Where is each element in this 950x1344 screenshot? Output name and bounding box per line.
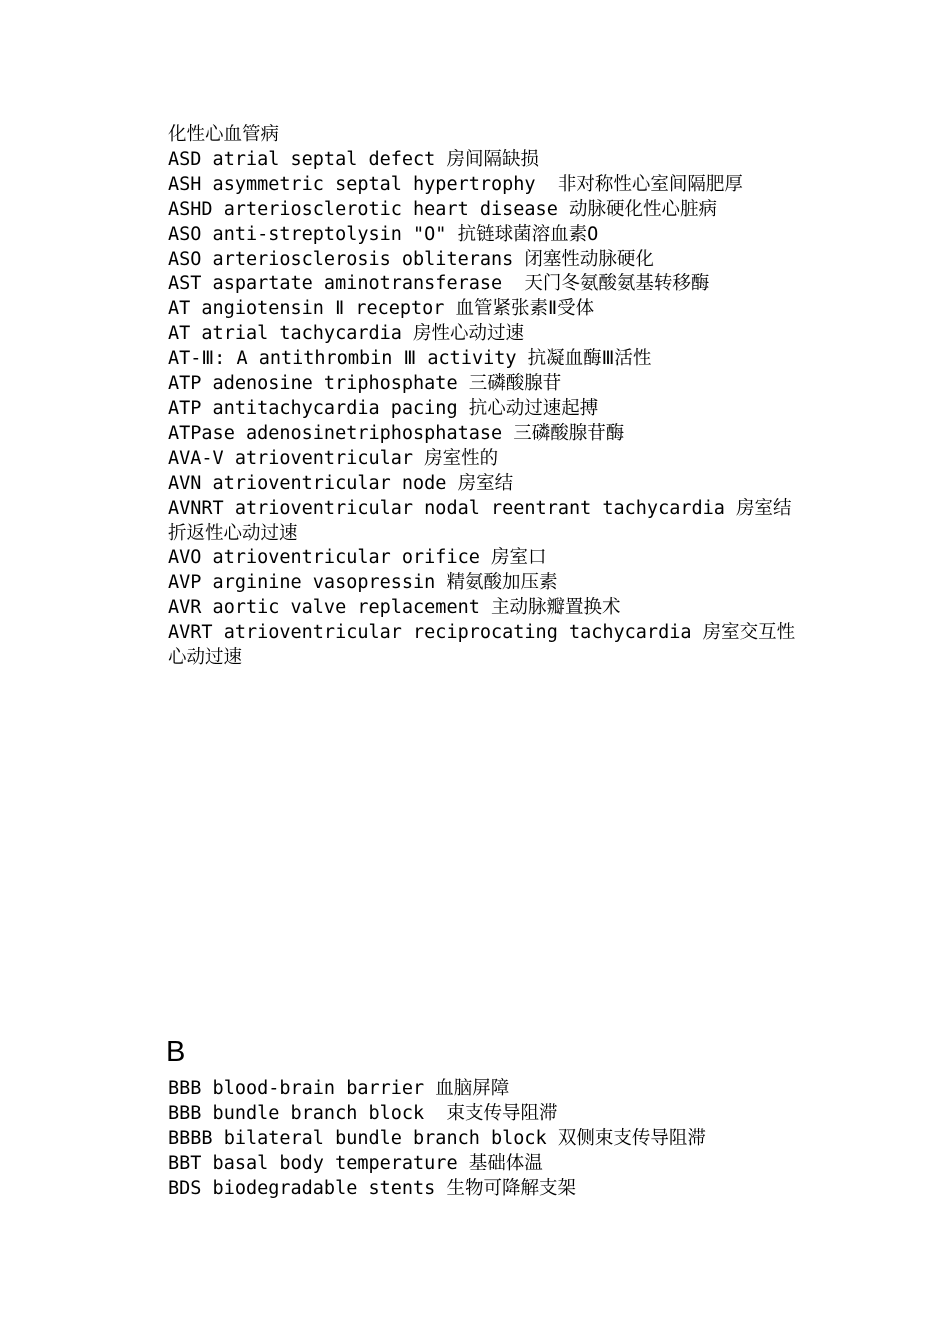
glossary-entry: ASH asymmetric septal hypertrophy 非对称性心室间隔肥厚 [168,173,743,195]
glossary-entry: ASO arteriosclerosis obliterans 闭塞性动脉硬化 [168,248,654,270]
glossary-entry: BBB blood-brain barrier 血脑屏障 [168,1078,510,1099]
glossary-entry: 化性心血管病 [168,124,280,145]
glossary-entry: AT angiotensin Ⅱ receptor 血管紧张素Ⅱ受体 [168,298,595,320]
glossary-entry: AT atrial tachycardia 房性心动过速 [168,323,525,345]
glossary-entry: AVRT atrioventricular reciprocating tachycardia 房室交互性心动过速 [168,622,796,669]
glossary-entry: AVP arginine vasopressin 精氨酸加压素 [168,572,558,594]
glossary-entry: ATPase adenosinetriphosphatase 三磷酸腺苷酶 [168,422,625,444]
glossary-entry: AT-Ⅲ: A antithrombin Ⅲ activity 抗凝血酶Ⅲ活性 [168,348,652,370]
glossary-entry: AVR aortic valve replacement 主动脉瓣置换术 [168,597,621,619]
glossary-entry: AST aspartate aminotransferase 天门冬氨酸氨基转移酶 [168,273,710,295]
glossary-entry: ASD atrial septal defect 房间隔缺损 [168,148,539,170]
glossary-entry: BBBB bilateral bundle branch block 双侧束支传导阻滞 [168,1127,706,1149]
glossary-entry: AVA-V atrioventricular 房室性的 [168,447,499,469]
glossary-entry: AVN atrioventricular node 房室结 [168,472,514,494]
glossary-entry: AVO atrioventricular orifice 房室口 [168,547,547,569]
glossary-entry: ATP antitachycardia pacing 抗心动过速起搏 [168,397,599,419]
glossary-entry: AVNRT atrioventricular nodal reentrant tachycardia 房室结折返性心动过速 [168,497,792,544]
glossary-section-a [168,123,828,671]
glossary-entry: ASO anti-streptolysin "O" 抗链球菌溶血素O [168,223,599,245]
glossary-entry: BBB bundle branch block 束支传导阻滞 [168,1102,558,1124]
section-heading-b: B [166,1036,186,1068]
glossary-entry: ASHD arteriosclerotic heart disease 动脉硬化性心脏病 [168,198,717,220]
glossary-entry: BDS biodegradable stents 生物可降解支架 [168,1177,576,1199]
glossary-section-b [168,1077,828,1202]
glossary-entry: BBT basal body temperature 基础体温 [168,1152,543,1174]
glossary-entry: ATP adenosine triphosphate 三磷酸腺苷 [168,373,562,395]
